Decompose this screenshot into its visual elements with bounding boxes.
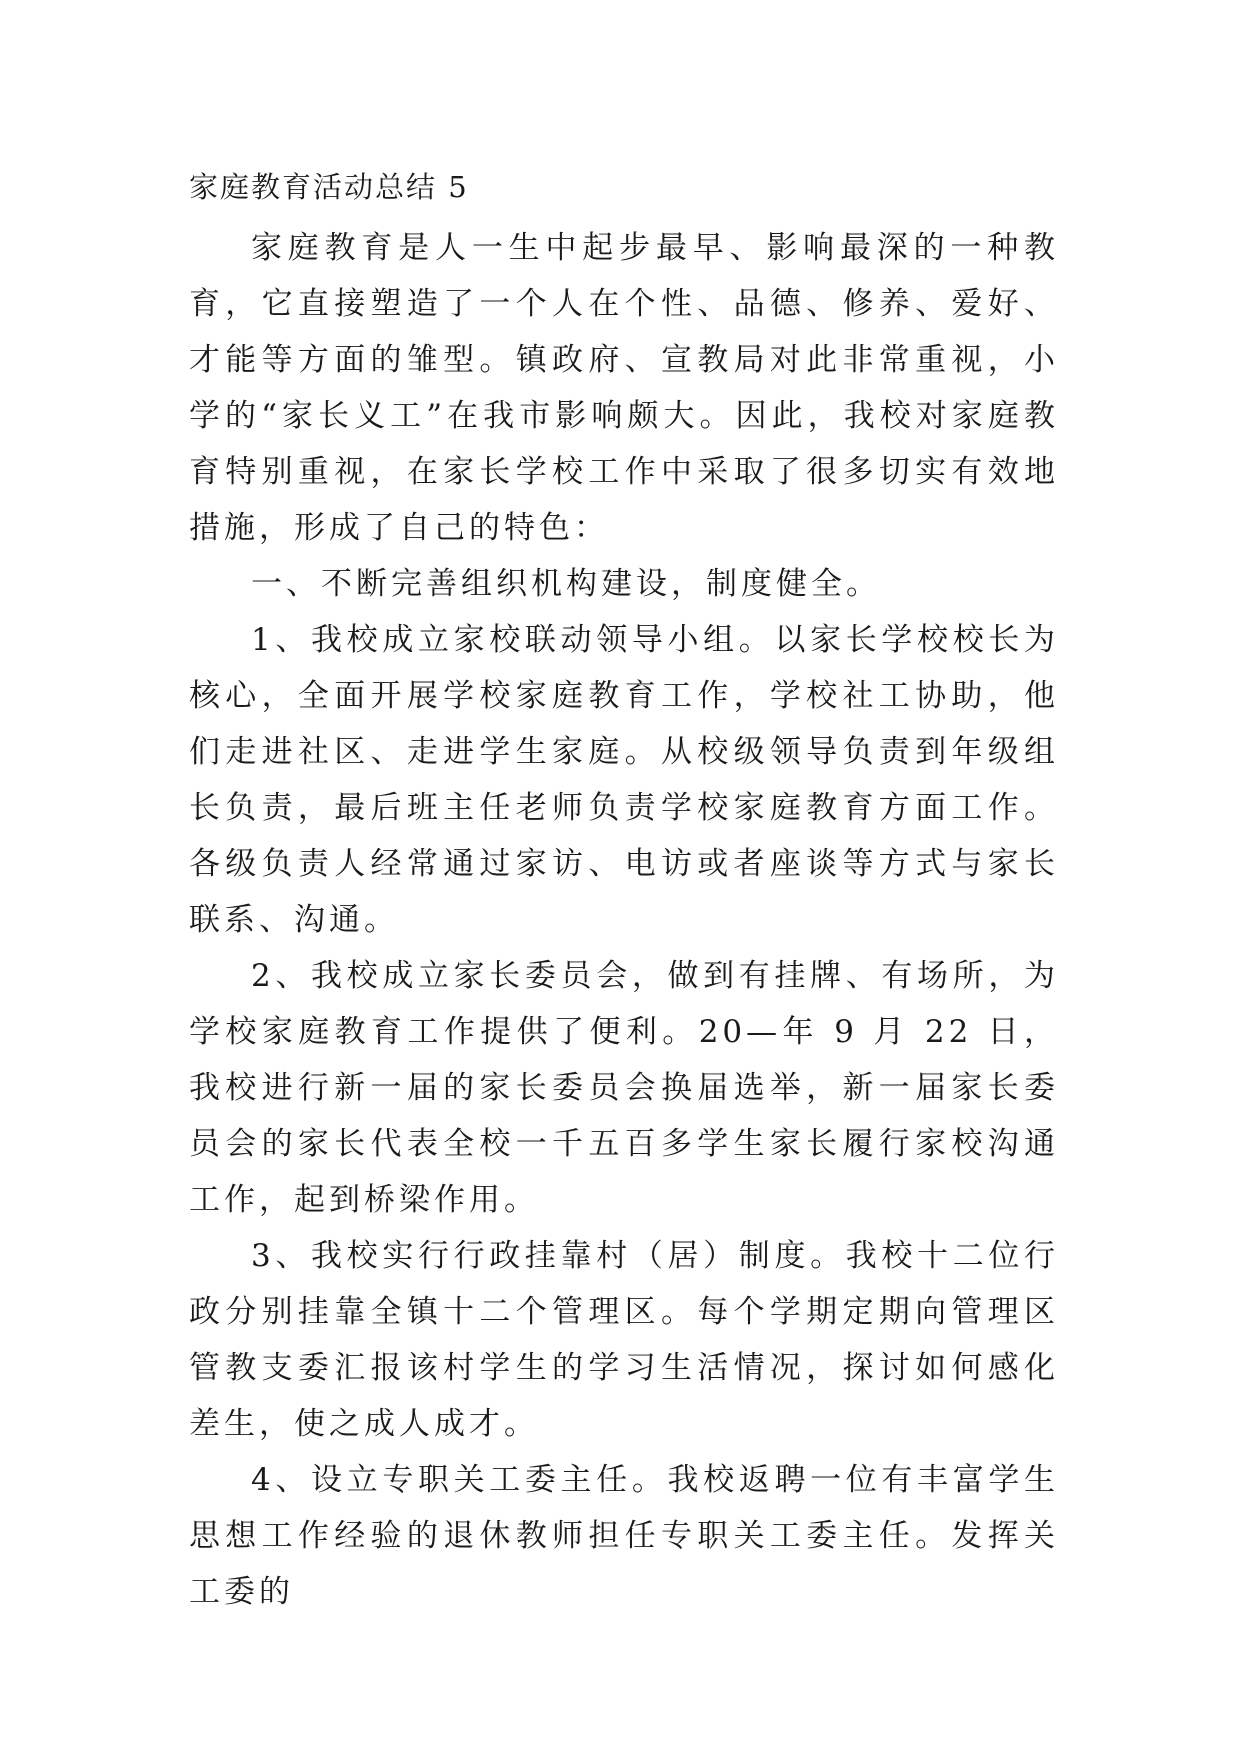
paragraph-item-3: 3、我校实行行政挂靠村（居）制度。我校十二位行政分别挂靠全镇十二个管理区。每个学期定期向管理区管教支委汇报该村学生的学习生活情况，探讨如何感化差生，使之成人成才。 [189, 1238, 1059, 1442]
paragraph-item-2: 2、我校成立家长委员会，做到有挂牌、有场所，为学校家庭教育工作提供了便利。20—年 9 月 22 日，我校进行新一届的家长委员会换届选举，新一届家长委员会的家长代表全校一千五百多学生家长履行家校沟通工作，起到桥梁作用。 [189, 958, 1059, 1218]
paragraph-item-4: 4、设立专职关工委主任。我校返聘一位有丰富学生思想工作经验的退休教师担任专职关工委主任。发挥关工委的 [189, 1462, 1059, 1610]
section-heading-1: 一、不断完善组织机构建设，制度健全。 [251, 566, 881, 602]
paragraph-intro: 家庭教育是人一生中起步最早、影响最深的一种教育，它直接塑造了一个人在个性、品德、修养、爱好、才能等方面的雏型。镇政府、宣教局对此非常重视，小学的“家长义工”在我市影响颇大。因此，我校对家庭教育特别重视，在家长学校工作中采取了很多切实有效地措施，形成了自己的特色： [189, 230, 1059, 546]
document-body [189, 160, 1059, 1620]
paragraph-item-1: 1、我校成立家校联动领导小组。以家长学校校长为核心，全面开展学校家庭教育工作，学校社工协助，他们走进社区、走进学生家庭。从校级领导负责到年级组长负责，最后班主任老师负责学校家庭教育方面工作。各级负责人经常通过家访、电访或者座谈等方式与家长联系、沟通。 [189, 622, 1059, 938]
document-title: 家庭教育活动总结 5 [189, 170, 469, 204]
